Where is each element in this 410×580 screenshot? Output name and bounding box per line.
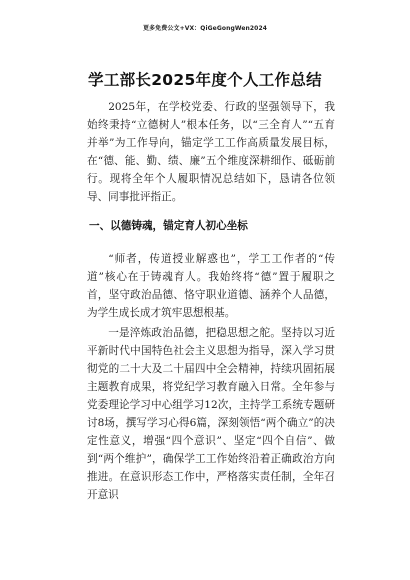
- intro-paragraph: 2025年，在学校党委、行政的坚强领导下，我始终秉持“立德树人”根本任务，以“三全育人”“五育并举”为工作导向，锚定学工工作高质量发展目标，在“德、能、勤、绩、廉”五个维度深耕细作、砥砺前行。现将全年个人履职情况总结如下，恳请各位领导、同事批评指正。: [87, 101, 335, 203]
- header-note: 更多免费公文+VX：QiGeGongWen2024: [142, 25, 267, 32]
- section-heading: 一、以德铸魂，锚定育人初心坐标: [89, 220, 248, 232]
- document-title: 学工部长2025年度个人工作总结: [88, 71, 322, 89]
- section-paragraph: 一是淬炼政治品德，把稳思想之舵。坚持以习近平新时代中国特色社会主义思想为指导，深入学习贯彻党的二十大及二十届四中全会精神，持续巩固拓展主题教育成果，将党纪学习教育融入日常。全年参与党委理论学习中心组学习12次，主持学工系统专题研讨8场，撰写学习心得6篇，深刻领悟“两个确立”的决定性意义，增强“四个意识”、坚定“四个自信”、做到“两个维护”，确保学工工作始终沿着正确政治方向推进。在意识形态工作中，严格落实责任制，全年召开意识: [87, 327, 335, 501]
- document-body: [87, 98, 335, 504]
- section-paragraph: “师者，传道授业解惑也”，学工工作者的“传道”核心在于铸魂育人。我始终将“德”置于履职之首，坚守政治品德、恪守职业道德、涵养个人品德，为学生成长成才筑牢思想根基。: [87, 253, 335, 319]
